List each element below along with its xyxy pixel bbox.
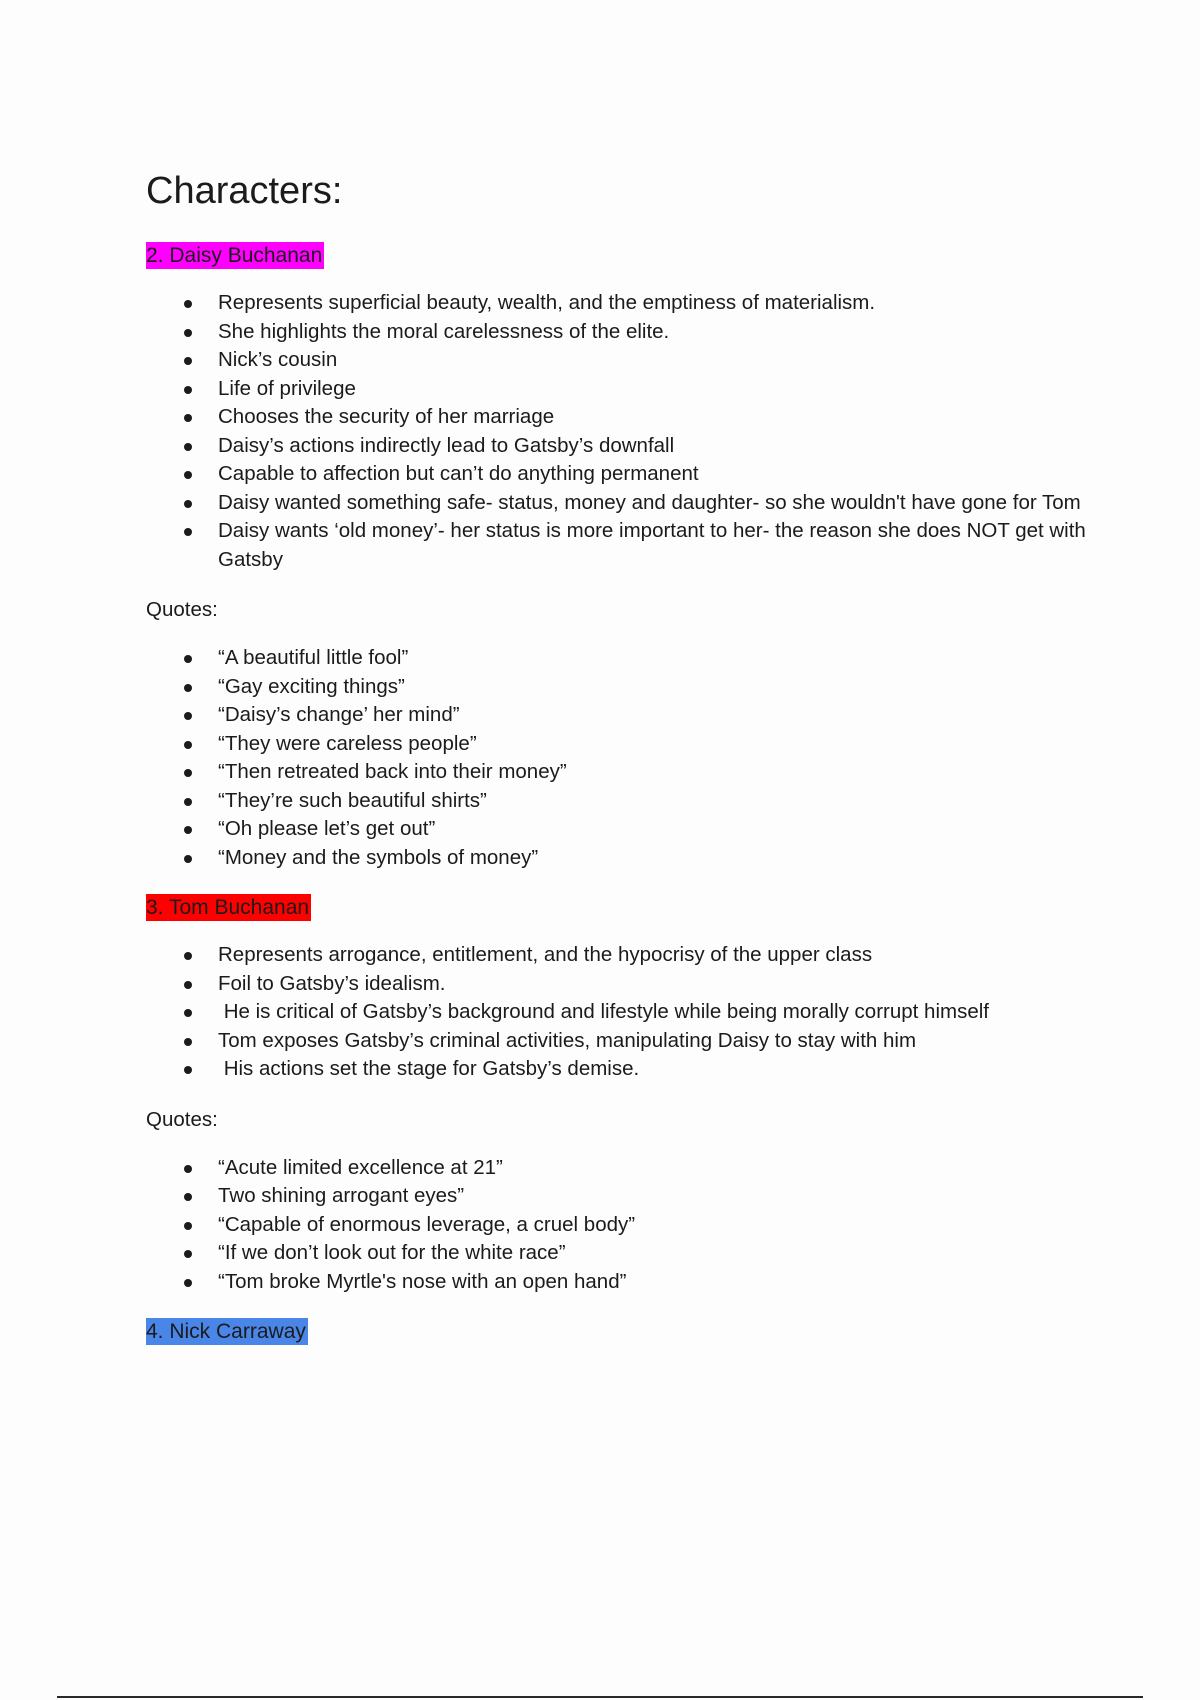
bullet-icon	[184, 655, 192, 663]
bullet-icon	[184, 855, 192, 863]
tom-points-list	[146, 941, 1086, 1084]
bullet-icon	[184, 769, 192, 777]
bullet-icon	[184, 386, 192, 394]
list-item: Represents superficial beauty, wealth, and the emptiness of materialism.	[146, 289, 1086, 318]
list-item: Foil to Gatsby’s idealism.	[146, 970, 1086, 999]
list-item: Life of privilege	[146, 375, 1086, 404]
list-item: “Money and the symbols of money”	[146, 844, 1086, 873]
daisy-quotes-list	[146, 644, 1086, 872]
list-item: Two shining arrogant eyes”	[146, 1182, 1086, 1211]
list-item: Capable to affection but can’t do anything permanent	[146, 460, 1086, 489]
bullet-icon	[184, 1066, 192, 1074]
bullet-icon	[184, 952, 192, 960]
daisy-points-list	[146, 289, 1086, 574]
list-item: “They’re such beautiful shirts”	[146, 787, 1086, 816]
list-item: Chooses the security of her marriage	[146, 403, 1086, 432]
list-item: “Acute limited excellence at 21”	[146, 1154, 1086, 1183]
list-item: “They were careless people”	[146, 730, 1086, 759]
bullet-icon	[184, 1279, 192, 1287]
list-item: Daisy’s actions indirectly lead to Gatsby’s downfall	[146, 432, 1086, 461]
bullet-icon	[184, 684, 192, 692]
section-heading-nick: 4. Nick Carraway	[146, 1320, 306, 1343]
bullet-icon	[184, 1009, 192, 1017]
section-tom	[146, 894, 1086, 1296]
bullet-icon	[184, 1193, 192, 1201]
page-bottom-rule	[57, 1696, 1143, 1698]
spacer	[146, 1296, 1086, 1318]
list-item: His actions set the stage for Gatsby’s demise.	[146, 1055, 1086, 1084]
bullet-icon	[184, 741, 192, 749]
bullet-icon	[184, 357, 192, 365]
bullet-icon	[184, 1250, 192, 1258]
bullet-icon	[184, 798, 192, 806]
page-title: Characters:	[146, 170, 343, 212]
bullet-icon	[184, 528, 192, 536]
list-item: “A beautiful little fool”	[146, 644, 1086, 673]
list-item: Nick’s cousin	[146, 346, 1086, 375]
section-nick	[146, 1318, 1086, 1345]
list-item: Represents arrogance, entitlement, and the hypocrisy of the upper class	[146, 941, 1086, 970]
section-daisy	[146, 242, 1086, 872]
section-heading-tom: 3. Tom Buchanan	[146, 896, 310, 919]
bullet-icon	[184, 1222, 192, 1230]
section-heading-daisy: 2. Daisy Buchanan	[146, 244, 323, 267]
bullet-icon	[184, 712, 192, 720]
list-item: “Tom broke Myrtle's nose with an open hand”	[146, 1268, 1086, 1297]
bullet-icon	[184, 300, 192, 308]
spacer	[146, 872, 1086, 894]
bullet-icon	[184, 1038, 192, 1046]
quotes-label-daisy: Quotes:	[146, 598, 218, 621]
bullet-icon	[184, 471, 192, 479]
list-item: “Oh please let’s get out”	[146, 815, 1086, 844]
list-item: She highlights the moral carelessness of the elite.	[146, 318, 1086, 347]
list-item: “Daisy’s change’ her mind”	[146, 701, 1086, 730]
list-item: Tom exposes Gatsby’s criminal activities, manipulating Daisy to stay with him	[146, 1027, 1086, 1056]
list-item: “Gay exciting things”	[146, 673, 1086, 702]
list-item: “Capable of enormous leverage, a cruel body”	[146, 1211, 1086, 1240]
document-body	[146, 168, 1086, 1345]
list-item: “Then retreated back into their money”	[146, 758, 1086, 787]
bullet-icon	[184, 826, 192, 834]
list-item: “If we don’t look out for the white race”	[146, 1239, 1086, 1268]
list-item: Daisy wants ‘old money’- her status is more important to her- the reason she does NOT get with Gatsby	[146, 517, 1086, 574]
bullet-icon	[184, 329, 192, 337]
quotes-label-tom: Quotes:	[146, 1107, 218, 1131]
tom-quotes-list	[146, 1154, 1086, 1297]
bullet-icon	[184, 1165, 192, 1173]
bullet-icon	[184, 500, 192, 508]
bullet-icon	[184, 443, 192, 451]
bullet-icon	[184, 981, 192, 989]
bullet-icon	[184, 414, 192, 422]
list-item: Daisy wanted something safe- status, money and daughter- so she wouldn't have gone for Tom	[146, 489, 1086, 518]
list-item: He is critical of Gatsby’s background and lifestyle while being morally corrupt himself	[146, 998, 1086, 1027]
